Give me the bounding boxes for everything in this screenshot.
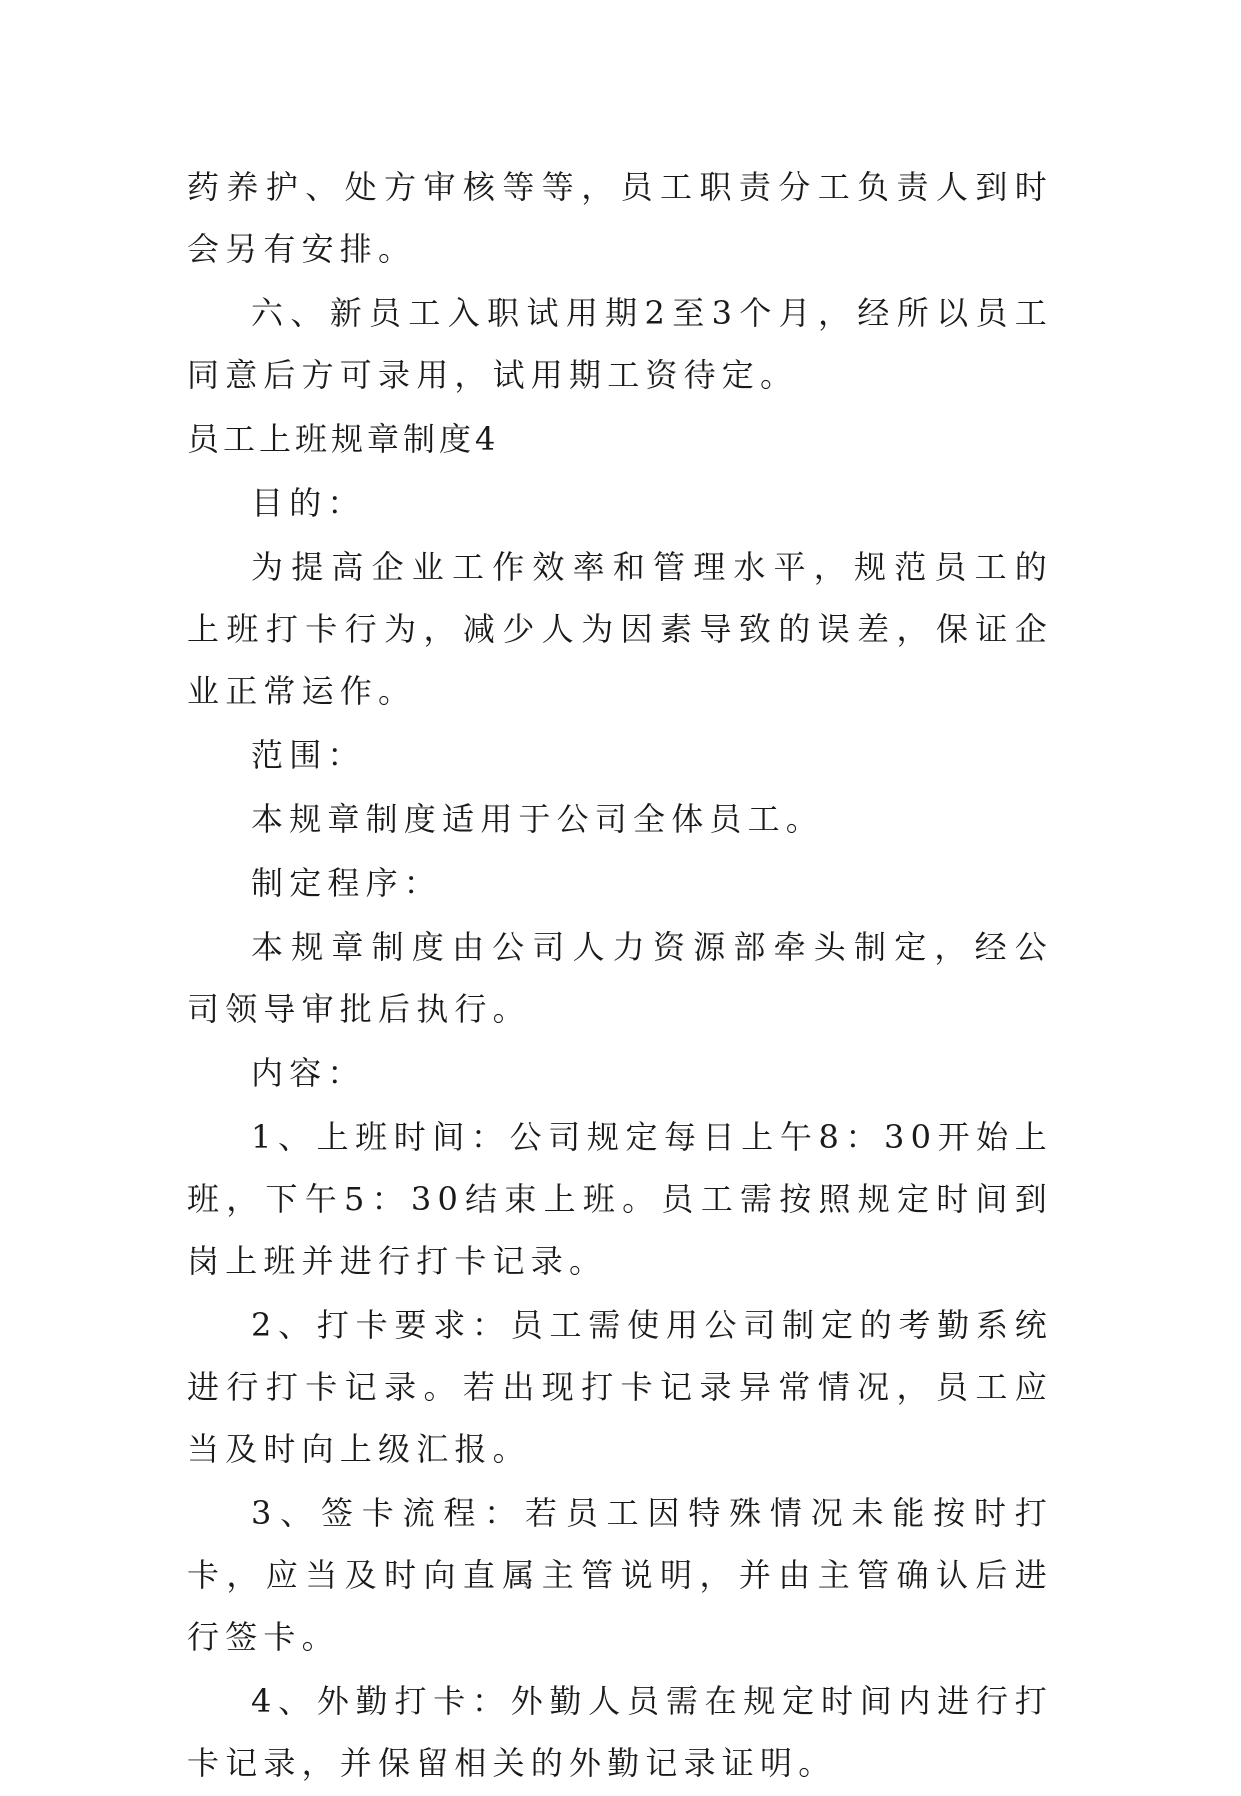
paragraph-clock-in: 2、打卡要求：员工需使用公司制定的考勤系统进行打卡记录。若出现打卡记录异常情况，员工应当及时向上级汇报。 xyxy=(187,1306,1053,1468)
paragraph-content-label: 内容： xyxy=(251,1054,366,1092)
paragraph-continuation: 药养护、处方审核等等，员工职责分工负责人到时会另有安排。 xyxy=(187,168,1053,268)
section-heading: 员工上班规章制度4 xyxy=(187,420,500,458)
paragraph-procedure-label: 制定程序： xyxy=(251,864,443,902)
paragraph-sign-card: 3、签卡流程：若员工因特殊情况未能按时打卡，应当及时向直属主管说明，并由主管确认后进行签卡。 xyxy=(187,1494,1053,1656)
paragraph-scope-label: 范围： xyxy=(251,736,366,774)
paragraph-purpose: 为提高企业工作效率和管理水平，规范员工的上班打卡行为，减少人为因素导致的误差，保证企业正常运作。 xyxy=(187,548,1053,710)
document-body xyxy=(187,156,1053,1796)
paragraph-probation: 六、新员工入职试用期2至3个月，经所以员工同意后方可录用，试用期工资待定。 xyxy=(187,294,1053,394)
paragraph-work-hours: 1、上班时间：公司规定每日上午8：30开始上班，下午5：30结束上班。员工需按照规定时间到岗上班并进行打卡记录。 xyxy=(187,1118,1053,1280)
paragraph-field-work: 4、外勤打卡：外勤人员需在规定时间内进行打卡记录，并保留相关的外勤记录证明。 xyxy=(187,1682,1053,1782)
paragraph-scope: 本规章制度适用于公司全体员工。 xyxy=(251,800,825,838)
paragraph-procedure: 本规章制度由公司人力资源部牵头制定，经公司领导审批后执行。 xyxy=(187,928,1053,1028)
paragraph-purpose-label: 目的： xyxy=(251,484,366,522)
